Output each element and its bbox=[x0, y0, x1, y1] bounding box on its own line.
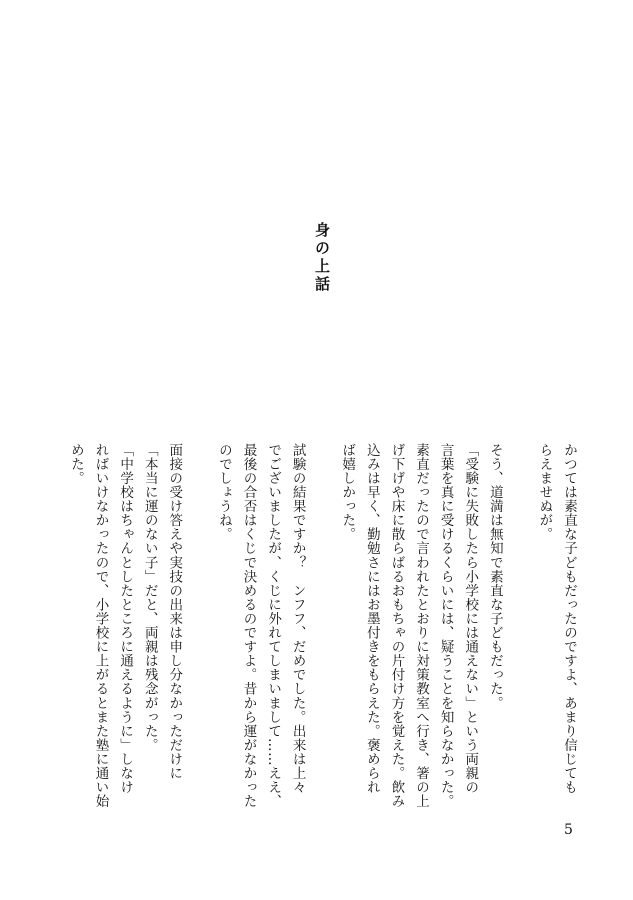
paragraph-gap bbox=[507, 443, 532, 743]
text-line: 試験の結果ですか？ ンフフ、だめでした。出来は上々 bbox=[289, 443, 306, 795]
body-text bbox=[63, 443, 581, 809]
paragraph-gap bbox=[310, 443, 335, 743]
text-line: 込みは早く、勤勉さにはお墨付きをもらえた。褒められ bbox=[363, 443, 380, 795]
text-line: らえませぬが。 bbox=[536, 443, 553, 542]
paragraph-gap bbox=[186, 443, 211, 743]
text-line: ればいけなかったので、小学校に上がるとまた塾に通い始 bbox=[92, 443, 109, 809]
text-line: かつては素直な子どもだったのですよ、あまり信じても bbox=[561, 443, 577, 795]
text-line: ば嬉しかった。 bbox=[339, 443, 356, 542]
text-line: でございましたが、くじに外れてしまいまして……ええ、 bbox=[265, 443, 282, 809]
chapter-title: 身の上話 bbox=[313, 222, 331, 294]
text-line: 最後の合否はくじで決めるのですよ。昔から運がなかった bbox=[240, 443, 257, 809]
text-line: 「本当に運のない子」だと、両親は残念がった。 bbox=[141, 443, 158, 753]
text-line: 言葉を真に受けるくらいには、疑うことを知らなかった。 bbox=[437, 443, 454, 809]
text-line: げ下げや床に散らばるおもちゃの片付け方を覚えた。飲み bbox=[388, 443, 405, 809]
text-line: 面接の受け答えや実技の出来は申し分なかっただけに bbox=[166, 443, 183, 781]
text-line: 「受験に失敗したら小学校には通えない」という両親の bbox=[462, 443, 479, 795]
text-line: そう、道満は無知で素直な子どもだった。 bbox=[486, 443, 503, 710]
text-line: のでしょうね。 bbox=[215, 443, 232, 542]
page-number: 5 bbox=[564, 822, 573, 838]
text-line: めた。 bbox=[67, 443, 84, 486]
text-line: 素直だったので言われたとおりに対策教室へ行き、箸の上 bbox=[413, 443, 430, 809]
text-line: 「中学校はちゃんとしたところに通えるように」しなけ bbox=[117, 443, 134, 795]
